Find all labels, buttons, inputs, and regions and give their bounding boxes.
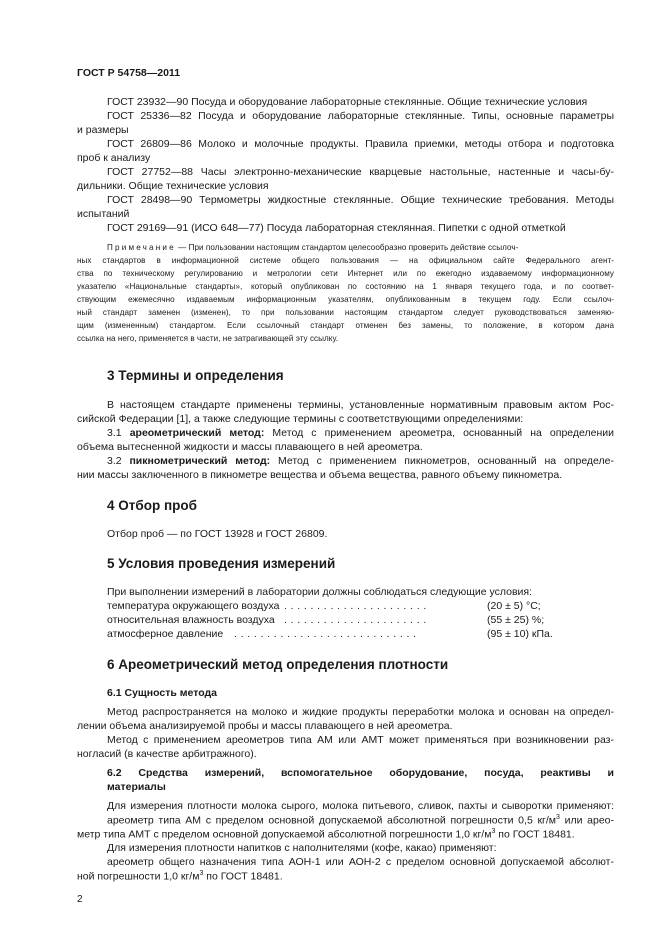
- note-line: ный стандарт заменен (изменен), то при пользовании настоящим стандартом следует руководствоваться заменяю-: [77, 308, 614, 317]
- ref-line: дильники. Общие технические условия: [77, 180, 269, 192]
- note-label: Примечание: [107, 243, 176, 252]
- note-line: указателю «Национальные стандарты», который опубликован по состоянию на 1 января текущего года, и по соответ-: [77, 282, 614, 291]
- paragraph-line: Метод с применением ареометров типа АМ или АМТ может применяться при возникновении раз-: [107, 734, 614, 746]
- page-number: 2: [77, 894, 83, 905]
- condition-label: температура окружающего воздуха: [107, 600, 280, 612]
- document-header-title: ГОСТ Р 54758—2011: [77, 67, 181, 79]
- ref-line: испытаний: [77, 208, 130, 220]
- paragraph-line: нии массы заключенного в пикнометре вещества и объема вещества, равного объему пикнометра.: [77, 469, 563, 481]
- condition-dots: . . . . . . . . . . . . . . . . . . . . . .: [284, 600, 427, 612]
- paragraph-line: При выполнении измерений в лаборатории должны соблюдаться следующие условия:: [107, 586, 532, 598]
- term-3-2: 3.2 пикнометрический метод: Метод с применением пикнометров, основанный на определе-: [107, 455, 615, 467]
- subsection-6-1-heading: 6.1 Сущность метода: [107, 687, 218, 699]
- section-6-heading: 6 Ареометрический метод определения плотности: [107, 657, 449, 672]
- term-name: пикнометрический метод:: [129, 455, 271, 467]
- paragraph-line: ареометр типа АМ с пределом основной допускаемой абсолютной погрешности 0,5 $кг/м^3$ или арео-: [107, 814, 615, 827]
- paragraph-line: лении объема анализируемой пробы и массы плавающего в ней ареометра.: [77, 720, 453, 732]
- ref-line: проб к анализу: [77, 152, 151, 164]
- term-3-1: 3.1 ареометрический метод: Метод с применением ареометра, основанный на определении: [107, 427, 615, 439]
- note-line: ства по техническому регулированию и метрологии сети Интернет или по ежегодно издаваемому информационному: [77, 269, 614, 278]
- paragraph-line: ареометр общего назначения типа АОН-1 или АОН-2 с пределом основной допускаемой абсолют-: [107, 856, 614, 868]
- paragraph-line: сийской Федерации [1], а также следующие термины с соответствующими определениями:: [77, 413, 524, 425]
- ref-line: ГОСТ 25336—82 Посуда и оборудование лабораторные стеклянные. Типы, основные параметры: [107, 110, 614, 122]
- note-line: Примечание — При пользовании настоящим стандартом целесообразно проверить действие ссылоч-: [107, 243, 519, 252]
- condition-dots: . . . . . . . . . . . . . . . . . . . . . . . . . . . .: [234, 628, 417, 640]
- note-line: ствующим ежемесячно издаваемым информационным указателям, опубликованным в текущем году. Если ссылоч-: [77, 295, 614, 304]
- note-line: ных стандартов в информационной системе общего пользования — на официальном сайте Федерального агент-: [77, 256, 614, 265]
- condition-value: (55 ± 25) %;: [487, 614, 545, 626]
- paragraph-line: Отбор проб — по ГОСТ 13928 и ГОСТ 26809.: [107, 528, 328, 540]
- section-3-heading: 3 Термины и определения: [107, 368, 284, 383]
- subsection-6-2-heading: 6.2 Средства измерений, вспомогательное оборудование, посуда, реактивы и: [107, 767, 614, 779]
- ref-line: ГОСТ 27752—88 Часы электронно-механические кварцевые настольные, настенные и часы-бу-: [107, 166, 614, 178]
- term-name: ареометрический метод:: [129, 427, 265, 439]
- condition-value: (20 ± 5) °С;: [487, 600, 541, 612]
- ref-line: ГОСТ 28498—90 Термометры жидкостные стеклянные. Общие технические требования. Методы: [107, 194, 614, 206]
- paragraph-line: Метод распространяется на молоко и жидкие продукты переработки молока и основан на определ-: [107, 706, 614, 718]
- section-4-heading: 4 Отбор проб: [107, 498, 197, 513]
- ref-line: ГОСТ 26809—86 Молоко и молочные продукты. Правила приемки, методы отбора и подготовка: [107, 138, 614, 150]
- paragraph-line: В настоящем стандарте применены термины, установленные нормативным правовым актом Рос-: [107, 399, 614, 411]
- condition-value: (95 ± 10) кПа.: [487, 628, 553, 640]
- ref-line: и размеры: [77, 124, 129, 136]
- condition-label: относительная влажность воздуха: [107, 614, 275, 626]
- note-line: щим (измененным) стандартом. Если ссылочный стандарт отменен без замены, то положение, в котором дана: [77, 321, 614, 330]
- condition-label: атмосферное давление: [107, 628, 224, 640]
- note-line: ссылка на него, применяется в части, не затрагивающей эту ссылку.: [77, 334, 339, 343]
- paragraph-line: Для измерения плотности напитков с наполнителями (кофе, какао) применяют:: [107, 842, 497, 854]
- ref-line: ГОСТ 29169—91 (ИСО 648—77) Посуда лабораторная стеклянная. Пипетки с одной отметкой: [107, 222, 566, 234]
- subsection-6-2-heading-cont: материалы: [107, 781, 166, 793]
- paragraph-line: ногласий (в качестве арбитражного).: [77, 748, 257, 760]
- condition-dots: . . . . . . . . . . . . . . . . . . . . . .: [284, 614, 427, 626]
- paragraph-line: ной погрешности 1,0 $кг/м^3$ по ГОСТ 18481.: [77, 870, 283, 883]
- paragraph-line: Для измерения плотности молока сырого, молока питьевого, сливок, пахты и сыворотки применяют:: [107, 800, 614, 812]
- paragraph-line: объема вытесненной жидкости и массы плавающего в ней ареометра.: [77, 441, 423, 453]
- ref-line: ГОСТ 23932—90 Посуда и оборудование лабораторные стеклянные. Общие технические условия: [107, 96, 588, 108]
- section-5-heading: 5 Условия проведения измерений: [107, 556, 336, 571]
- paragraph-line: метр типа АМТ с пределом основной допускаемой абсолютной погрешности 1,0 $кг/м^3$ по ГОСТ 18481.: [77, 828, 575, 841]
